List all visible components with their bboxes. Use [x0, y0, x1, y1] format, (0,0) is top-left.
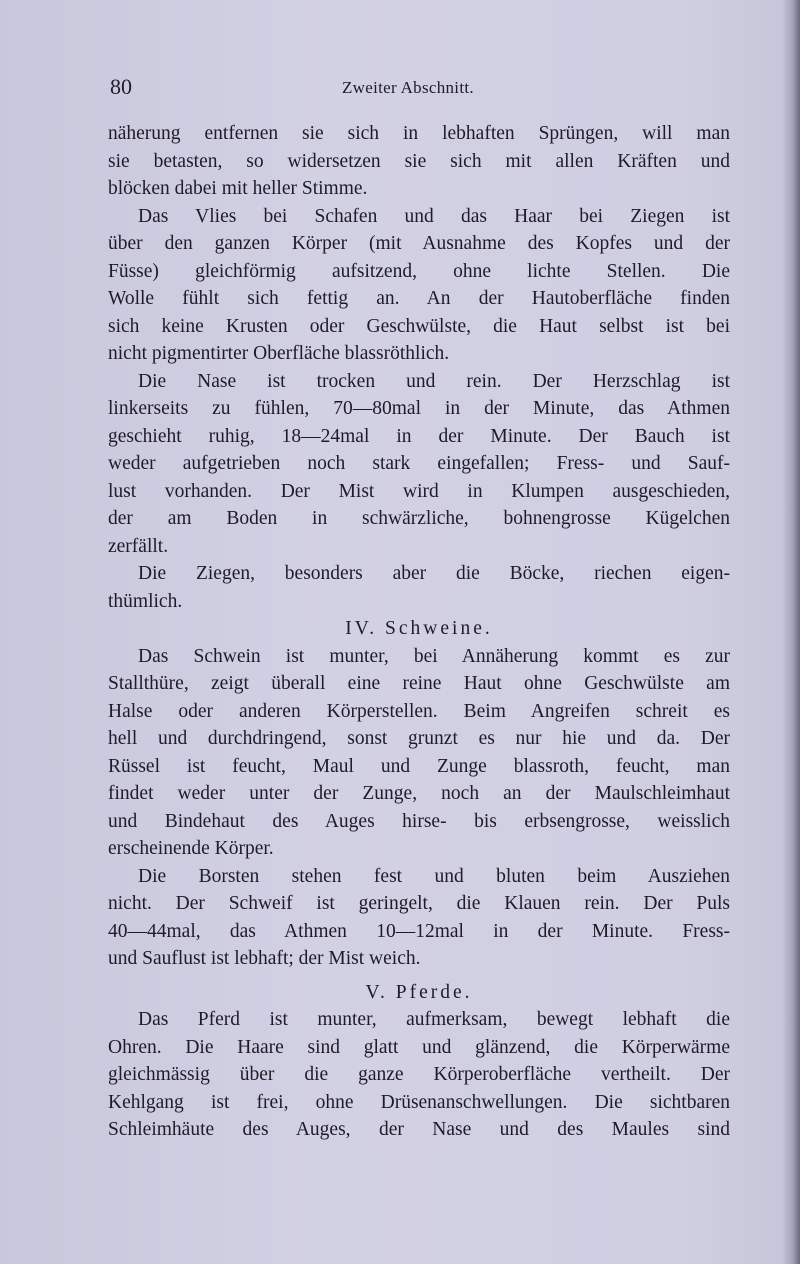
text-line: Das Vlies bei Schafen und das Haar bei Ziegen ist [138, 205, 730, 227]
text-line: Wolle fühlt sich fettig an. An der Hautoberfläche finden [108, 288, 730, 309]
text-line: Die Ziegen, besonders aber die Böcke, riechen eigen- [138, 563, 730, 584]
page-number: 80 [110, 74, 132, 99]
body-text [108, 120, 730, 1144]
text-line: näherung entfernen sie sich in lebhaften Sprüngen, will man [108, 123, 730, 144]
text-line: Ohren. Die Haare sind glatt und glänzend, die Körperwärme [108, 1036, 730, 1058]
text-line: Das Pferd ist munter, aufmerksam, bewegt lebhaft die [138, 1009, 730, 1030]
text-line: 40—44mal, das Athmen 10—12mal in der Minute. Fress- [108, 920, 730, 942]
text-line: nicht pigmentirter Oberfläche blassröthlich. [108, 343, 450, 364]
text-line: Die Borsten stehen fest und bluten beim Ausziehen [138, 865, 730, 887]
text-line: lust vorhanden. Der Mist wird in Klumpen ausgeschieden, [108, 480, 730, 502]
text-line: erscheinende Körper. [108, 838, 274, 859]
text-line: Rüssel ist feucht, Maul und Zunge blassroth, feucht, man [108, 755, 730, 777]
text-line: Stallthüre, zeigt überall eine reine Haut ohne Geschwülste am [108, 673, 730, 694]
text-line: thümlich. [108, 590, 183, 612]
text-line: geschieht ruhig, 18—24mal in der Minute. Der Bauch ist [108, 425, 730, 447]
page-header [110, 74, 730, 104]
text-line: Kehlgang ist frei, ohne Drüsenanschwellungen. Die sichtbaren [108, 1091, 730, 1113]
text-line: und Sauflust ist lebhaft; der Mist weich. [108, 948, 421, 969]
text-line: zerfällt. [108, 535, 169, 557]
text-line: über den ganzen Körper (mit Ausnahme des Kopfes und der [108, 233, 730, 254]
text-line: Halse oder anderen Körperstellen. Beim Angreifen schreit es [108, 700, 730, 722]
text-line: der am Boden in schwärzliche, bohnengrosse Kügelchen [108, 508, 730, 529]
text-line: blöcken dabei mit heller Stimme. [108, 178, 368, 199]
text-line: Das Schwein ist munter, bei Annäherung kommt es zur [138, 645, 730, 667]
section-heading: V. Pferde. [365, 981, 473, 1003]
text-line: weder aufgetrieben noch stark eingefallen; Fress- und Sauf- [108, 453, 730, 474]
text-line: Füsse) gleichförmig aufsitzend, ohne lichte Stellen. Die [108, 260, 730, 282]
text-line: nicht. Der Schweif ist geringelt, die Klauen rein. Der Puls [108, 893, 730, 914]
running-head: Zweiter Abschnitt. [342, 78, 474, 97]
text-line: Schleimhäute des Auges, der Nase und des Maules sind [108, 1119, 730, 1140]
text-line: findet weder unter der Zunge, noch an der Maulschleimhaut [108, 783, 730, 804]
text-line: gleichmässig über die ganze Körperoberfläche vertheilt. Der [108, 1064, 730, 1085]
text-line: hell und durchdringend, sonst grunzt es nur hie und da. Der [108, 728, 730, 749]
page-edge-shadow [782, 0, 800, 1264]
text-line: sich keine Krusten oder Geschwülste, die Haut selbst ist bei [108, 315, 730, 337]
text-line: Die Nase ist trocken und rein. Der Herzschlag ist [138, 370, 730, 392]
text-line: linkerseits zu fühlen, 70—80mal in der Minute, das Athmen [108, 398, 730, 419]
text-line: und Bindehaut des Auges hirse- bis erbsengrosse, weisslich [108, 810, 730, 832]
section-heading: IV. Schweine. [345, 618, 493, 639]
text-line: sie betasten, so widersetzen sie sich mit allen Kräften und [108, 150, 730, 172]
